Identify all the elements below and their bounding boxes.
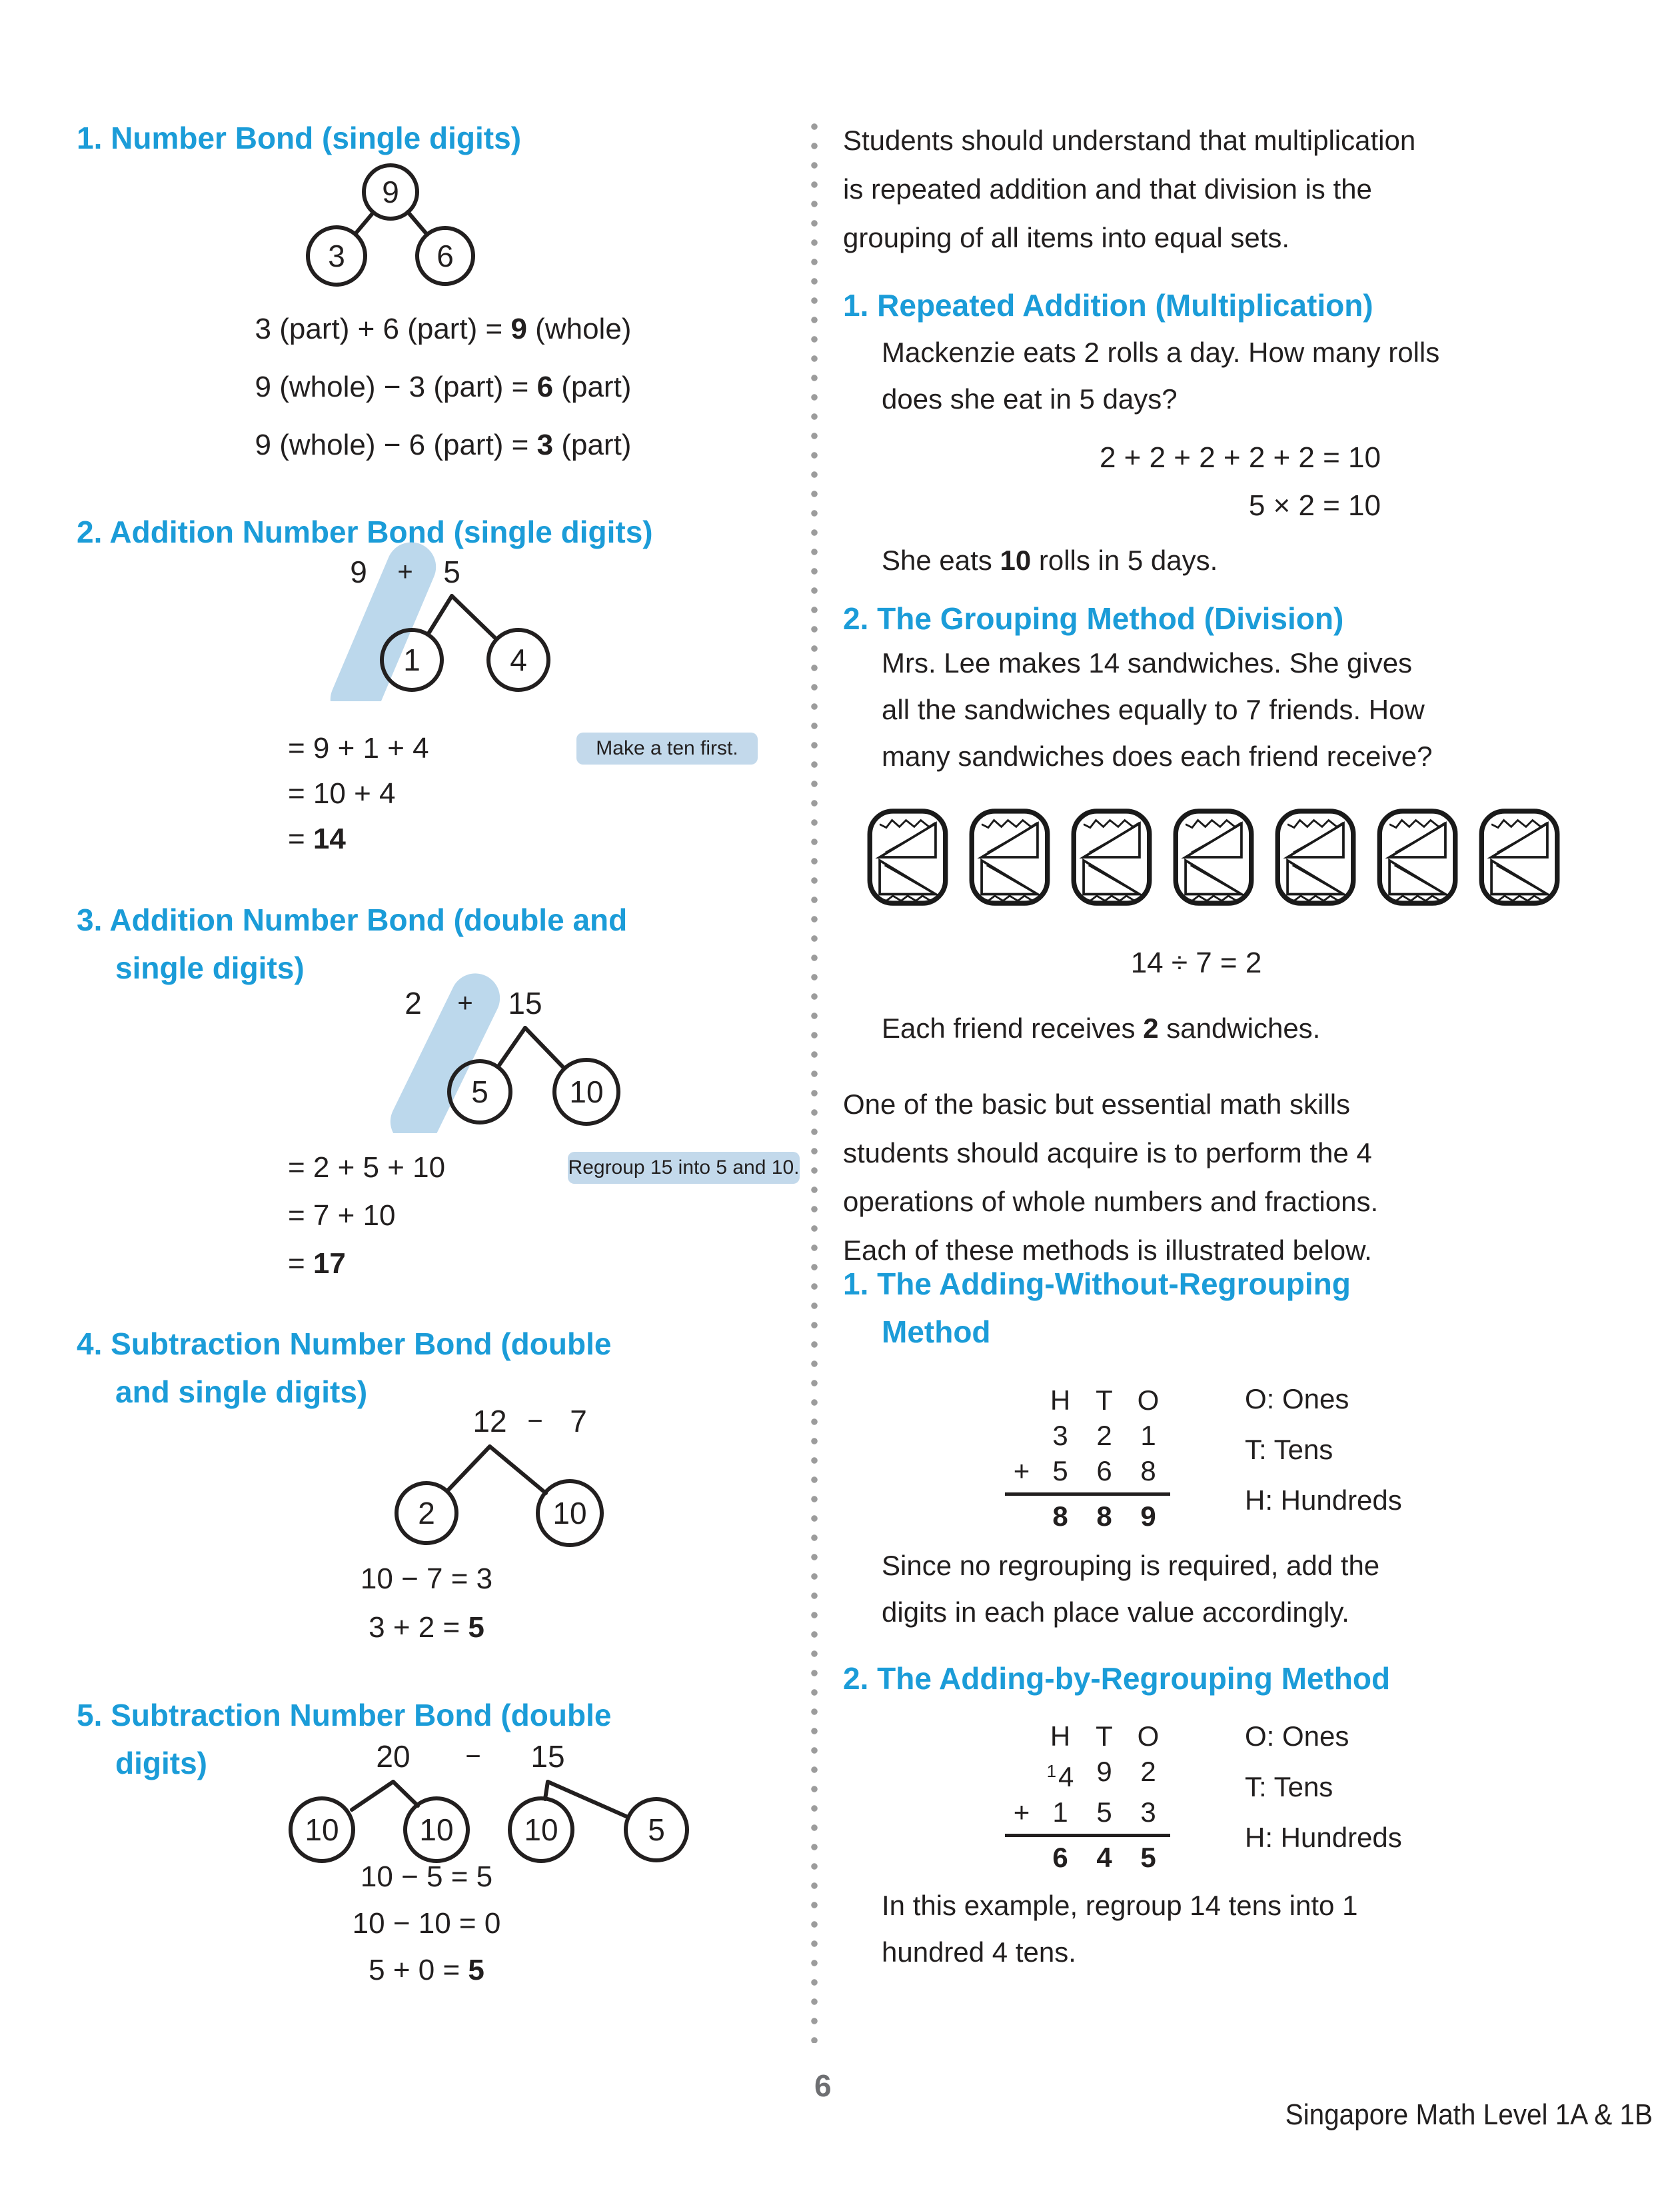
bond-part-value: 5 [648, 1812, 665, 1847]
carry-digit: 1 [1046, 1761, 1057, 1781]
eq-pre: 3 + 2 = [369, 1611, 468, 1644]
eq-pre: 9 (whole) − 6 (part) = [255, 429, 537, 461]
equation-line: 5 × 2 = 10 [1248, 489, 1381, 522]
eq-pre: = [288, 1247, 313, 1280]
equation-line [300, 1947, 553, 1994]
result-digit: 5 [1140, 1842, 1156, 1873]
section-3-steps [288, 1144, 445, 1288]
digit-with-carry [1038, 1754, 1082, 1794]
answer-post: rolls in 5 days. [1031, 545, 1218, 576]
sandwich-drawing [1376, 808, 1459, 907]
paragraph-line: grouping of all items into equal sets. [843, 222, 1290, 253]
equation-line [313, 1603, 540, 1652]
subtrahend: 7 [570, 1404, 587, 1438]
eq-pre: 9 (whole) − 3 (part) = [255, 371, 537, 403]
regroup-callout [568, 1152, 800, 1184]
answer-bold: 2 [1143, 1013, 1159, 1044]
place-header: O [1137, 1384, 1160, 1416]
division-problem [882, 640, 1648, 780]
equation-line [288, 817, 429, 862]
regrouping-note [882, 1882, 1648, 1976]
equation-line [167, 358, 720, 416]
paragraph-line: operations of whole numbers and fractions. [843, 1186, 1379, 1217]
paragraph-line: Mackenzie eats 2 rolls a day. How many rolls [882, 337, 1440, 368]
cell [1005, 1382, 1038, 1418]
eq-post: (whole) [526, 313, 632, 345]
section-5-equations [300, 1854, 553, 1994]
subtraction-bond-diagram-5 [253, 1723, 720, 1870]
column-divider-dotted-line [811, 123, 818, 2043]
addition-bond-diagram-3 [285, 973, 632, 1133]
bond-line [352, 1782, 393, 1810]
bond-line [355, 213, 373, 234]
digit: 1 [1052, 1796, 1068, 1828]
adding-without-regrouping-heading [843, 1260, 1576, 1356]
paragraph-line: Each of these methods is illustrated below. [843, 1234, 1372, 1266]
digit: 8 [1140, 1455, 1156, 1486]
book-title: Singapore Math Level 1A & 1B [1285, 2098, 1653, 2131]
plus-sign: + [1013, 1455, 1030, 1486]
sandwich-icon [1172, 808, 1255, 907]
addition-table-1 [1005, 1382, 1170, 1534]
intro-paragraph [843, 116, 1643, 262]
bond-line [548, 1782, 628, 1817]
answer-post: sandwiches. [1158, 1013, 1321, 1044]
equation-line [167, 416, 720, 474]
equation-line [288, 1144, 445, 1192]
bond-line [490, 1446, 546, 1493]
eq-pre: 5 + 0 = [369, 1954, 468, 1986]
equation-line [288, 726, 429, 771]
bond-part-left-value: 5 [471, 1075, 488, 1109]
paragraph-line: Mrs. Lee makes 14 sandwiches. She gives [882, 647, 1413, 679]
eq-pre: 3 (part) + 6 (part) = [255, 313, 511, 345]
equation-line: 14 ÷ 7 = 2 [1130, 947, 1262, 979]
heading-text: 1. Number Bond (single digits) [77, 121, 522, 155]
paragraph-line: students should acquire is to perform the 4 [843, 1137, 1372, 1168]
plus-operator: + [457, 989, 473, 1018]
digit: 2 [1096, 1420, 1112, 1451]
heading-text: 1. The Adding-Without-Regrouping [843, 1266, 1351, 1301]
equation-line: 2 + 2 + 2 + 2 + 2 = 10 [1099, 441, 1381, 474]
plus-operator: + [397, 557, 413, 587]
paragraph-line: digits in each place value accordingly. [882, 1596, 1349, 1628]
multiplication-answer [882, 537, 1648, 584]
eq-pre: = 7 + 10 [288, 1199, 396, 1232]
heading-text: Method [882, 1314, 991, 1349]
eq-pre: = [288, 823, 313, 855]
repeated-addition-heading [843, 281, 1643, 329]
minus-operator: − [465, 1742, 481, 1771]
sum-rule-line [1005, 1834, 1170, 1837]
sandwich-icon [968, 808, 1051, 907]
legend-line: O: Ones [1245, 1720, 1349, 1752]
division-answer [882, 1005, 1648, 1052]
digit: 4 [1058, 1761, 1074, 1792]
page-number: 6 [814, 2068, 832, 2103]
legend-line: T: Tens [1245, 1771, 1333, 1802]
digit: 3 [1140, 1796, 1156, 1828]
addend-a: 2 [405, 986, 422, 1021]
eq-bold: 3 [536, 429, 554, 461]
bond-line [452, 596, 496, 639]
section-1-equations [167, 300, 720, 474]
sandwich-drawing [866, 808, 949, 907]
paragraph-line: does she eat in 5 days? [882, 383, 1178, 415]
legend-line: O: Ones [1245, 1383, 1349, 1414]
place-header: O [1137, 1720, 1160, 1752]
bond-line [428, 596, 452, 635]
sandwich-drawing [1172, 808, 1255, 907]
eq-bold: 9 [510, 313, 527, 345]
sandwich-icon [1070, 808, 1153, 907]
digit: 5 [1096, 1796, 1112, 1828]
result-digit: 9 [1140, 1500, 1156, 1532]
paragraph-line: many sandwiches does each friend receive? [882, 741, 1433, 772]
result-digit: 8 [1052, 1500, 1068, 1532]
heading-text: 3. Addition Number Bond (double and [77, 903, 628, 937]
equation-line [300, 1854, 553, 1900]
paragraph-line: In this example, regroup 14 tens into 1 [882, 1890, 1358, 1921]
sandwich-icon [1478, 808, 1561, 907]
paragraph-line: is repeated addition and that division is the [843, 173, 1372, 205]
sum-rule-line [1005, 1492, 1170, 1496]
bond-part-left-value: 1 [403, 643, 420, 677]
eq-bold: 14 [313, 823, 346, 855]
digit: 9 [1096, 1756, 1112, 1787]
bond-line [545, 1782, 548, 1799]
addition-bond-diagram-2 [285, 541, 605, 701]
legend-line: H: Hundreds [1245, 1822, 1402, 1853]
minuend: 12 [472, 1404, 507, 1438]
bond-part-right-value: 10 [569, 1075, 604, 1109]
cell [1005, 1840, 1038, 1875]
bond-part-right-value: 6 [436, 239, 454, 273]
answer-pre: Each friend receives [882, 1013, 1144, 1044]
bond-part-left-value: 2 [418, 1496, 435, 1530]
bond-part-right-value: 4 [510, 643, 527, 677]
section-2-steps [288, 726, 429, 862]
bond-part-value: 10 [305, 1812, 339, 1847]
place-header: T [1096, 1720, 1113, 1752]
eq-bold: 6 [536, 371, 554, 403]
bond-line [498, 1028, 525, 1067]
legend-line: T: Tens [1245, 1434, 1333, 1465]
sandwich-drawing [1478, 808, 1561, 907]
bond-part-value: 10 [524, 1812, 558, 1847]
heading-text: and single digits) [115, 1374, 368, 1409]
digit: 2 [1140, 1756, 1156, 1787]
heading-text: 2. The Grouping Method (Division) [843, 601, 1344, 636]
make-a-ten-callout [576, 733, 758, 765]
equation-line [300, 1900, 553, 1947]
bond-line [408, 212, 427, 235]
subtrahend: 15 [530, 1739, 565, 1774]
place-header: H [1050, 1384, 1071, 1416]
division-equation [1003, 947, 1389, 980]
eq-pre: = 10 + 4 [288, 777, 396, 810]
result-digit: 8 [1096, 1500, 1112, 1532]
heading-text: 4. Subtraction Number Bond (double [77, 1326, 612, 1361]
heading-text: 2. Addition Number Bond (single digits) [77, 515, 653, 549]
plus-sign: + [1013, 1796, 1030, 1828]
multiplication-equations [1000, 434, 1381, 530]
heading-text: 2. The Adding-by-Regrouping Method [843, 1661, 1391, 1696]
digit: 6 [1096, 1455, 1112, 1486]
equation-line [167, 300, 720, 358]
sandwich-drawing [1274, 808, 1357, 907]
make-ten-highlight-band [323, 541, 443, 701]
sandwich-drawing [1070, 808, 1153, 907]
eq-bold: 5 [468, 1954, 484, 1986]
minus-operator: − [527, 1406, 543, 1436]
addend-b: 5 [443, 555, 460, 589]
place-header: H [1050, 1720, 1071, 1752]
answer-bold: 10 [1000, 545, 1032, 576]
result-digit: 6 [1052, 1842, 1068, 1873]
addition-table-2 [1005, 1718, 1170, 1875]
addend-a: 9 [350, 555, 367, 589]
paragraph-line: Since no regrouping is required, add the [882, 1550, 1380, 1581]
callout-text: Regroup 15 into 5 and 10. [568, 1156, 800, 1178]
equation-line [288, 1192, 445, 1240]
cell [1005, 1718, 1038, 1754]
heading-text: 5. Subtraction Number Bond (double [77, 1698, 612, 1732]
cell [1005, 1418, 1038, 1453]
paragraph-line: all the sandwiches equally to 7 friends. How [882, 694, 1425, 725]
adding-by-regrouping-heading [843, 1654, 1643, 1702]
eq-pre: = 9 + 1 + 4 [288, 732, 429, 765]
eq-bold: 17 [313, 1247, 346, 1280]
eq-bold: 5 [468, 1611, 484, 1644]
sandwich-icon [1274, 808, 1357, 907]
equation-line [313, 1554, 540, 1603]
sandwich-drawing [968, 808, 1051, 907]
grouping-method-heading [843, 595, 1643, 643]
place-value-legend-2 [1245, 1711, 1402, 1863]
section-4-equations [313, 1554, 540, 1652]
bond-line [447, 1446, 490, 1491]
result-digit: 4 [1096, 1842, 1112, 1873]
digit: 3 [1052, 1420, 1068, 1451]
paragraph-line: One of the basic but essential math skills [843, 1089, 1351, 1120]
addend-b: 15 [508, 986, 542, 1021]
bond-whole-value: 9 [382, 175, 399, 209]
heading-text: single digits) [115, 951, 305, 985]
equation-line [288, 1240, 445, 1288]
legend-line: H: Hundreds [1245, 1484, 1402, 1516]
eq-pre: 10 − 5 = 5 [360, 1860, 493, 1893]
eq-pre: 10 − 10 = 0 [352, 1907, 501, 1940]
heading-text: 1. Repeated Addition (Multiplication) [843, 288, 1373, 323]
bond-part-value: 10 [419, 1812, 454, 1847]
subtraction-bond-diagram-4 [327, 1394, 640, 1554]
bond-line [525, 1028, 564, 1069]
sandwich-row [866, 808, 1561, 907]
place-header: T [1096, 1384, 1113, 1416]
paragraph-line: Students should understand that multiplication [843, 125, 1416, 156]
eq-pre: 10 − 7 = 3 [360, 1562, 493, 1595]
eq-post: (part) [553, 371, 632, 403]
bond-part-left-value: 3 [328, 239, 345, 273]
regroup-highlight-band [382, 973, 508, 1133]
place-value-legend-1 [1245, 1374, 1402, 1526]
operations-paragraph [843, 1080, 1643, 1274]
digit: 1 [1140, 1420, 1156, 1451]
callout-text: Make a ten first. [596, 737, 738, 759]
number-bond-diagram-1 [267, 155, 520, 292]
digit: 5 [1052, 1455, 1068, 1486]
multiplication-problem [882, 329, 1648, 423]
heading-text: digits) [115, 1746, 207, 1780]
bond-part-right-value: 10 [552, 1496, 587, 1530]
no-regrouping-note [882, 1542, 1648, 1636]
answer-pre: She eats [882, 545, 1000, 576]
minuend: 20 [376, 1739, 411, 1774]
equation-line [288, 771, 429, 817]
cell [1005, 1498, 1038, 1534]
eq-post: (part) [553, 429, 632, 461]
sandwich-icon [1376, 808, 1459, 907]
eq-pre: = 2 + 5 + 10 [288, 1151, 446, 1184]
cell [1005, 1754, 1038, 1794]
sandwich-icon [866, 808, 949, 907]
paragraph-line: hundred 4 tens. [882, 1936, 1076, 1968]
bond-line [393, 1782, 418, 1806]
